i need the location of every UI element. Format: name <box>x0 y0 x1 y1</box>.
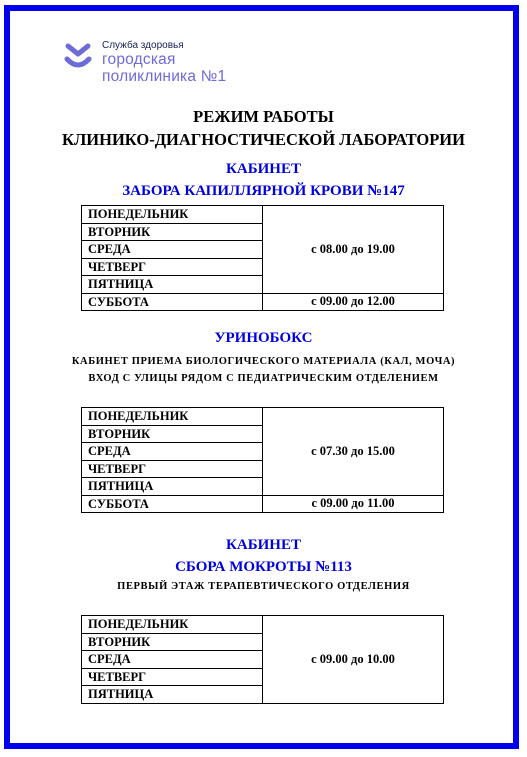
table-row <box>82 206 444 224</box>
section2-heading1: УРИНОБОКС <box>214 330 313 346</box>
table-row <box>82 408 444 426</box>
day-cell: ПЯТНИЦА <box>82 478 263 496</box>
page-title-line2: КЛИНИКО-ДИАГНОСТИЧЕСКОЙ ЛАБОРАТОРИИ <box>62 130 465 149</box>
section1-heading2: ЗАБОРА КАПИЛЛЯРНОЙ КРОВИ №147 <box>122 183 405 199</box>
day-cell: ПЯТНИЦА <box>82 686 263 704</box>
table-row <box>82 293 444 311</box>
page-title-line1: РЕЖИМ РАБОТЫ <box>193 107 334 126</box>
day-cell: ПОНЕДЕЛЬНИК <box>82 408 263 426</box>
section3-note1: ПЕРВЫЙ ЭТАЖ ТЕРАПЕВТИЧЕСКОГО ОТДЕЛЕНИЯ <box>117 581 410 592</box>
logo-name-line1: городская <box>102 51 176 68</box>
day-cell: СРЕДА <box>82 651 263 669</box>
day-cell: ВТОРНИК <box>82 223 263 241</box>
section3-heading2: СБОРА МОКРОТЫ №113 <box>175 559 352 575</box>
section1-heading1: КАБИНЕТ <box>226 161 301 177</box>
saturday-label-cell: СУББОТА <box>82 495 263 513</box>
day-cell: ЧЕТВЕРГ <box>82 668 263 686</box>
section3-schedule-table <box>81 615 444 704</box>
saturday-label-cell: СУББОТА <box>82 293 263 311</box>
day-cell: ВТОРНИК <box>82 633 263 651</box>
day-cell: ВТОРНИК <box>82 425 263 443</box>
table-row <box>82 495 444 513</box>
weekday-hours-cell: с 09.00 до 10.00 <box>263 616 444 704</box>
day-cell: ПЯТНИЦА <box>82 276 263 294</box>
day-cell: ПОНЕДЕЛЬНИК <box>82 616 263 634</box>
day-cell: ЧЕТВЕРГ <box>82 258 263 276</box>
logo-name-line2: поликлиника №1 <box>102 68 227 85</box>
section3-heading1: КАБИНЕТ <box>226 537 301 553</box>
saturday-hours-cell: с 09.00 до 12.00 <box>263 293 444 311</box>
heart-logo-icon <box>62 42 94 72</box>
logo-name <box>102 51 226 85</box>
day-cell: ЧЕТВЕРГ <box>82 460 263 478</box>
section2-note1: КАБИНЕТ ПРИЕМА БИОЛОГИЧЕСКОГО МАТЕРИАЛА (КАЛ, МОЧА) <box>71 356 456 367</box>
section2-schedule-table <box>81 407 444 513</box>
section2-note2: ВХОД С УЛИЦЫ РЯДОМ С ПЕДИАТРИЧЕСКИМ ОТДЕЛЕНИЕМ <box>88 373 439 384</box>
table-row <box>82 616 444 634</box>
weekday-hours-cell: с 08.00 до 19.00 <box>263 206 444 294</box>
day-cell: СРЕДА <box>82 241 263 259</box>
day-cell: ПОНЕДЕЛЬНИК <box>82 206 263 224</box>
day-cell: СРЕДА <box>82 443 263 461</box>
saturday-hours-cell: с 09.00 до 11.00 <box>263 495 444 513</box>
section1-schedule-table <box>81 205 444 311</box>
logo-tagline: Служба здоровья <box>102 40 184 51</box>
weekday-hours-cell: с 07.30 до 15.00 <box>263 408 444 496</box>
